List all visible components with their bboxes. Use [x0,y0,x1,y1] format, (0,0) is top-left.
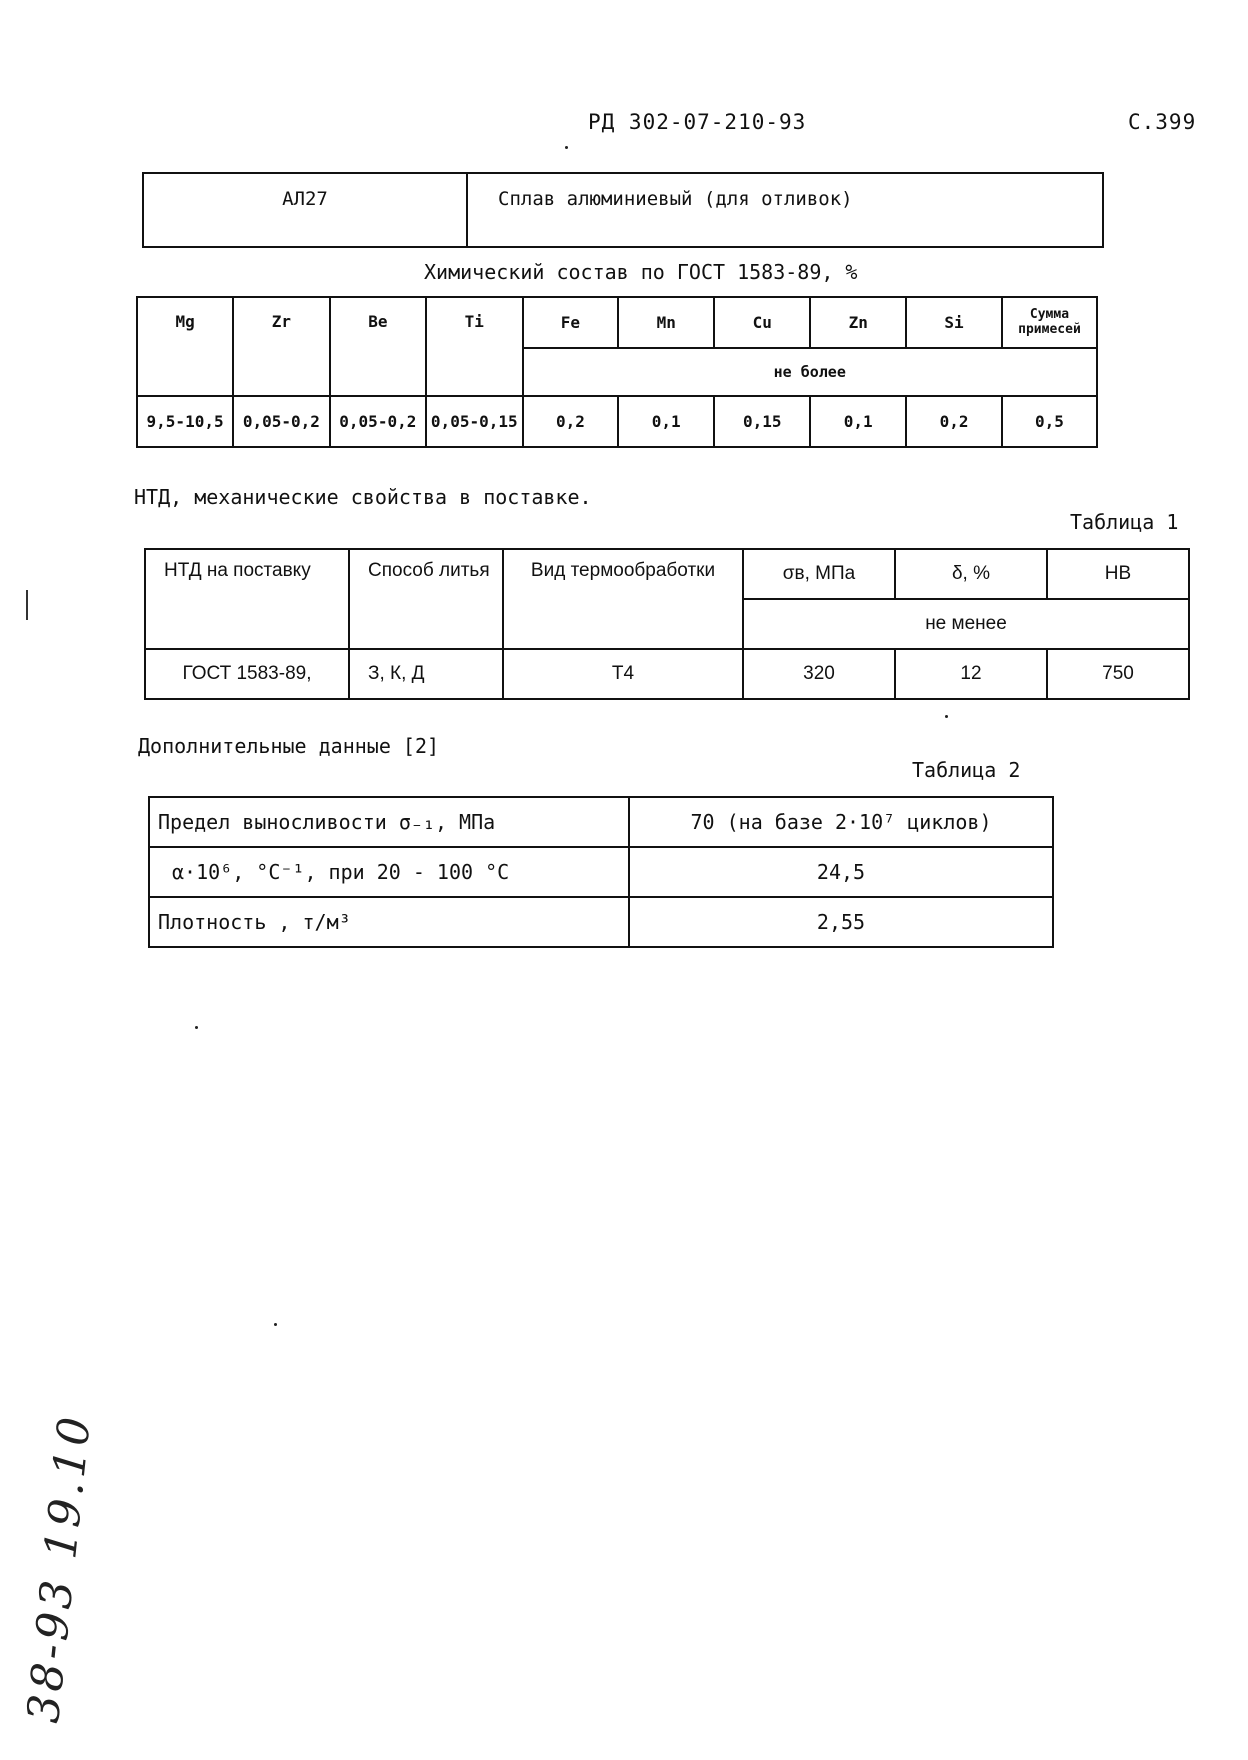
mech-caption: НТД, механические свойства в поставке. [134,485,592,509]
mech-table [144,548,1190,700]
extra-value: 70 (на базе 2·10⁷ циклов) [629,797,1053,847]
chem-col-sum: Сумма примесей [1002,297,1097,348]
chem-col-zn: Zn [810,297,906,348]
chem-value: 9,5-10,5 [137,396,233,447]
extra-label: α·10⁶, °С⁻¹, при 20 - 100 °С [149,847,629,897]
chem-col-cu: Cu [714,297,810,348]
mech-head-heat: Вид термообработки [503,549,743,649]
mech-row-method: З, К, Д [349,649,503,699]
chem-no-more: не более [523,348,1098,397]
mech-not-less: не менее [743,599,1189,649]
mech-row-delta: 12 [895,649,1047,699]
document-code: РД 302-07-210-93 [588,110,807,134]
table2-label: Таблица 2 [912,758,1021,782]
scan-speck [195,1026,198,1029]
page-number: С.399 [1128,110,1197,134]
mech-head-delta: δ, % [895,549,1047,599]
material-table [142,172,1104,248]
chem-value: 0,05-0,15 [426,396,522,447]
chem-col-zr: Zr [233,297,329,396]
chem-col-si: Si [906,297,1002,348]
mech-row-hb: 750 [1047,649,1189,699]
material-code: АЛ27 [143,173,467,247]
mech-head-sigma: σв, МПа [743,549,895,599]
extra-caption: Дополнительные данные [2] [138,734,440,758]
chem-value: 0,15 [714,396,810,447]
scan-speck [945,715,948,718]
chem-value: 0,05-0,2 [330,396,426,447]
chem-value: 0,1 [618,396,714,447]
mech-row-heat: Т4 [503,649,743,699]
extra-value: 24,5 [629,847,1053,897]
chem-col-mn: Mn [618,297,714,348]
chem-col-mg: Mg [137,297,233,396]
extra-label: Плотность , т/м³ [149,897,629,947]
chem-col-fe: Fe [523,297,619,348]
chem-col-be: Be [330,297,426,396]
chem-value: 0,05-0,2 [233,396,329,447]
table1-label: Таблица 1 [1070,510,1179,534]
chem-value: 0,2 [523,396,619,447]
handwritten-signature: 38-93 19.10 [18,1410,102,1726]
mech-row-ntd: ГОСТ 1583-89, [145,649,349,699]
mech-head-method: Способ литья [349,549,503,649]
mech-row-sigma: 320 [743,649,895,699]
extra-value: 2,55 [629,897,1053,947]
margin-mark [26,590,28,620]
chem-value: 0,2 [906,396,1002,447]
mech-head-ntd: НТД на поставку [145,549,349,649]
mech-head-hb: НВ [1047,549,1189,599]
scan-speck [274,1323,277,1326]
material-name: Сплав алюминиевый (для отливок) [467,173,1103,247]
scan-speck [565,146,568,149]
extra-label: Предел выносливости σ₋₁, МПа [149,797,629,847]
chem-col-ti: Ti [426,297,522,396]
chem-value: 0,1 [810,396,906,447]
chem-title: Химический состав по ГОСТ 1583-89, % [424,260,858,284]
extra-table [148,796,1054,948]
chem-value: 0,5 [1002,396,1097,447]
chem-table [136,296,1098,448]
